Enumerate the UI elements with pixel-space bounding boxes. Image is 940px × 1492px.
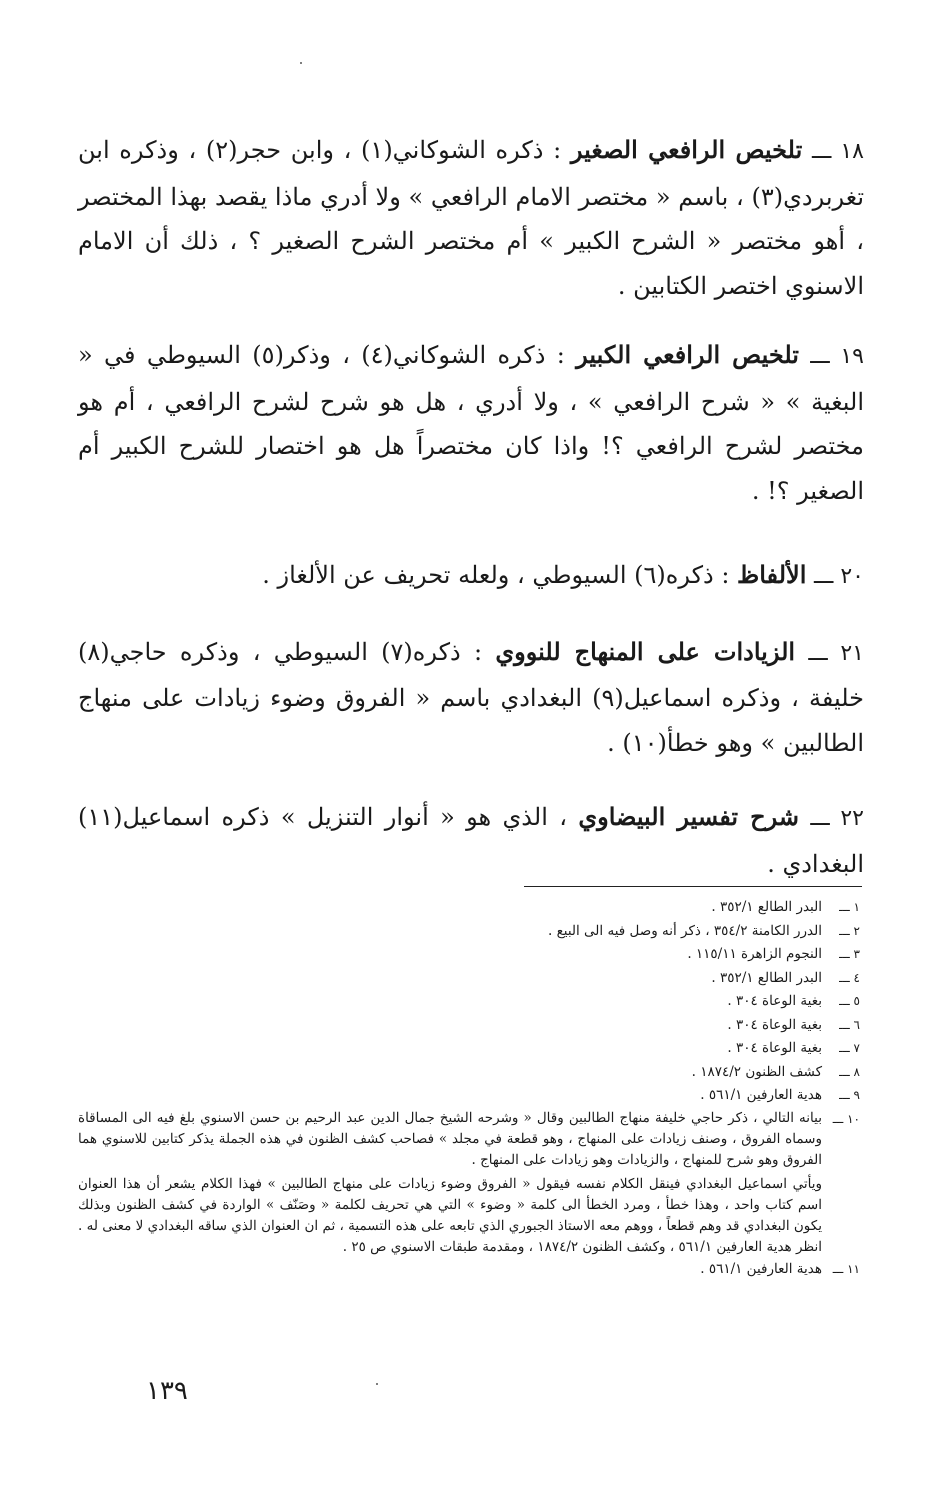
page-number: ١٣٩ (146, 1376, 188, 1406)
footnote-text: الدرر الكامنة ٣٥٤/٢ ، ذكر أنه وصل فيه الى البيع . (547, 922, 822, 939)
footnote-number: ٤ ـــ (839, 970, 860, 985)
footnote-4 (78, 967, 860, 991)
footnote-2 (78, 920, 860, 944)
entry-19 (78, 333, 864, 513)
entry-18 (78, 128, 864, 308)
footnote-text: هدية العارفين ٥٦١/١ . (700, 1087, 822, 1103)
footnote-text: البدر الطالع ٣٥٢/١ . (711, 899, 822, 915)
footnote-11 (78, 1258, 860, 1282)
footnote-separator (524, 886, 862, 887)
entry-text: : ذكره(٧) السيوطي ، وذكره حاجي(٨) خليفة ، وذكره اسماعيل(٩) البغدادي باسم « الفروق وضوء زيادات على منهاج الطالبين » وهو خطأ(١٠) . (78, 637, 865, 757)
entry-21 (78, 630, 864, 766)
footnote-7 (78, 1037, 860, 1061)
entry-text: ، الذي هو « أنوار التنزيل » ذكره اسماعيل(١١) البغدادي . (78, 803, 864, 878)
entry-number: ٢٠ ـــ (814, 564, 864, 589)
entry-20 (78, 553, 864, 600)
footnote-5 (78, 990, 860, 1014)
footnote-number: ٧ ـــ (839, 1041, 860, 1055)
footnote-number: ١١ ـــ (832, 1261, 860, 1276)
entry-title: شرح تفسير البيضاوي (578, 802, 799, 831)
footnote-body (78, 1108, 822, 1258)
footnote-number: ٩ ـــ (839, 1088, 860, 1102)
entry-text: : ذكره الشوكاني(٤) ، وذكر(٥) السيوطي في « البغية » « شرح الرافعي » ، ولا أدري ، هل هو شرح لشرح الرافعي ، أم هو مختصر لشرح الرافعي ؟! واذا كان مختصراً هل هو اختصار للشرح الكبير أم الصغير ؟! . (78, 341, 864, 505)
footnote-number: ٦ ـــ (839, 1017, 860, 1032)
footnote-1 (78, 896, 860, 920)
footnote-text: النجوم الزاهرة ١١٥/١١ . (687, 946, 822, 962)
footnote-10 (78, 1108, 860, 1258)
entry-number: ٢١ ـــ (808, 640, 864, 666)
footnote-text-continued: ويأتي اسماعيل البغدادي فينقل الكلام نفسه فيقول « الفروق وضوء زيادات على منهاج الطالبين » فهذا الكلام يشعر أن هذا العنوان اسم كتاب واحد ، وهذا خطأ ، ومرد الخطأ الى كلمة « وضوء » التي هي تحريف لكلمة « وصَنّف » الواردة في كشف الظنون وبذلك يكون البغدادي قد وهم قطعاً ، ووهم معه الاستاذ الجبوري الذي تابعه على هذه التسمية ، ثم ان العنوان الذي ساقه البغدادي لا معنى له . انظر هدية العارفين ٥٦١/١ ، وكشف الظنون ١٨٧٤/٢ ، ومقدمة طبقات الاسنوي ص ٢٥ . (78, 1175, 822, 1255)
entry-title: تلخيص الرافعي الكبير (576, 340, 799, 369)
footnote-number: ١ ـــ (839, 900, 860, 914)
footnotes-section (78, 896, 860, 1281)
entry-number: ١٨ ـــ (811, 139, 864, 164)
entry-title: الألفاظ (737, 560, 807, 589)
entries-section (78, 128, 864, 886)
footnote-text: هدية العارفين ٥٦١/١ . (700, 1260, 822, 1277)
footnote-6 (78, 1014, 860, 1038)
entry-text: : ذكره(٦) السيوطي ، ولعله تحريف عن الألغاز . (262, 561, 730, 589)
footnote-text: بغية الوعاة ٣٠٤ . (727, 1040, 822, 1056)
footnote-text: بغية الوعاة ٣٠٤ . (727, 993, 822, 1009)
entry-text: : ذكره الشوكاني(١) ، وابن حجر(٢) ، وذكره ابن تغربردي(٣) ، باسم « مختصر الامام الرافعي » ولا أدري ماذا يقصد بهذا المختصر ، أهو مختصر « الشرح الكبير » أم مختصر الشرح الصغير ؟ ، ذلك أن الامام الاسنوي اختصر الكتابين . (78, 136, 864, 300)
scan-speck (300, 62, 302, 64)
entry-number: ٢٢ ـــ (810, 806, 864, 831)
entry-title: الزيادات على المنهاج للنووي (495, 636, 796, 666)
scan-speck (376, 1383, 378, 1385)
footnote-text: كشف الظنون ١٨٧٤/٢ . (691, 1063, 822, 1080)
footnote-number: ٥ ـــ (839, 994, 860, 1008)
footnote-3 (78, 943, 860, 967)
entry-number: ١٩ ـــ (810, 344, 864, 369)
footnote-number: ١٠ ـــ (832, 1111, 860, 1126)
footnote-9 (78, 1084, 860, 1108)
footnote-number: ٣ ـــ (839, 947, 860, 961)
footnote-number: ٨ ـــ (839, 1064, 860, 1079)
footnote-text: بغية الوعاة ٣٠٤ . (727, 1016, 822, 1033)
footnote-text: بيانه التالي ، ذكر حاجي خليفة منهاج الطالبين وقال « وشرحه الشيخ جمال الدين عبد الرحيم بن حسن الاسنوي بلغ فيه الى المساقاة وسماه الفروق ، وصنف زيادات على المنهاج ، وهو قطعة في مجلد » فصاحب كشف الظنون في هذه الجملة يذكر كتابين للاسنوي هما الفروق وهو شرح للمنهاج ، والزيادات وهو زيادات على المنهاج . (78, 1109, 822, 1168)
footnote-number: ٢ ـــ (839, 923, 860, 938)
footnote-text: البدر الطالع ٣٥٢/١ . (711, 969, 822, 986)
entry-title: تلخيص الرافعي الصغير (570, 135, 803, 164)
footnote-8 (78, 1061, 860, 1085)
entry-22 (78, 795, 864, 886)
